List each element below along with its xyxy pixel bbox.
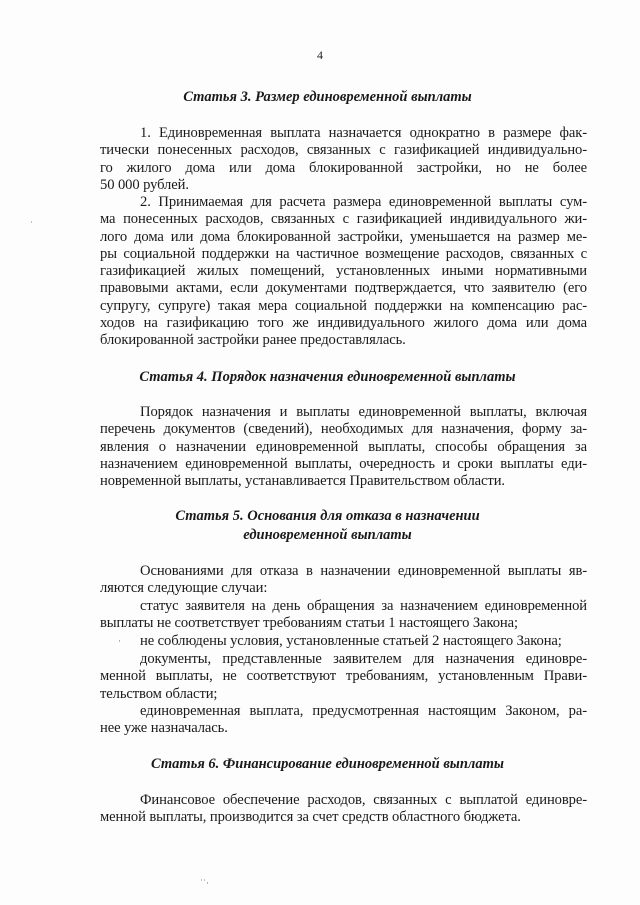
article-5-paragraph-1 [100,563,587,598]
paragraph-line: супругу, супруге) такая мера социальной поддержки на компенсацию рас- [100,297,587,314]
article-4-heading [60,368,595,387]
paragraph-line: менной выплаты, производится за счет средств областного бюджета. [100,809,521,826]
paragraph-line: статус заявителя на день обращения за назначением единовременной [140,598,587,614]
paragraph-line: блокированной застройки ранее предоставлялась. [100,332,406,349]
paragraph-line: правовыми актами, если документами подтверждается, что заявителю (его [100,280,587,297]
article-4-paragraph-1 [100,404,587,490]
article-4-heading-text: Статья 4. Порядок назначения единовременной выплаты [139,369,516,385]
scan-speck: ˙ [30,220,33,230]
paragraph-line: ма понесенных расходов, связанных с газификацией индивидуального жи- [100,211,587,228]
article-3-heading [60,88,595,107]
paragraph-line: 1. Единовременная выплата назначается однократно в размере фак- [140,125,587,141]
paragraph-line: лого дома или дома блокированной застройки, уменьшается на размер ме- [100,228,587,245]
paragraph-line: 50 000 рублей. [100,176,189,193]
article-5-item-1 [100,598,587,633]
paragraph-line: менной выплаты, не соответствуют требованиям, установленным Прави- [100,668,587,685]
paragraph-line: 2. Принимаемая для расчета размера единовременной выплаты сум- [140,194,587,210]
paragraph-line: ры социальной поддержки на частичное возмещение расходов, связанных с [100,245,587,262]
paragraph-line: документы, представленные заявителем для назначения единовре- [140,651,587,667]
paragraph-line: не соблюдены условия, установленные статьей 2 настоящего Закона; [140,633,562,649]
article-6-heading-text: Статья 6. Финансирование единовременной выплаты [151,756,504,772]
paragraph-line: ходов на газификацию того же индивидуального жилого дома или дома [100,315,587,332]
paragraph-line: явления о назначении единовременной выплаты, способы обращения за [100,438,587,455]
paragraph-line: назначением единовременной выплаты, очередность и сроки выплаты еди- [100,455,587,472]
paragraph-line: Основаниями для отказа в назначении единовременной выплаты яв- [140,563,587,579]
article-6-paragraph-1 [100,792,587,827]
paragraph-line: го жилого дома или дома блокированной застройки, но не более [100,159,587,176]
article-5-heading [60,507,595,545]
paragraph-line: выплаты не соответствует требованиям статьи 1 настоящего Закона; [100,615,518,632]
paragraph-line: Порядок назначения и выплаты единовременной выплаты, включая [140,404,587,420]
article-5-item-2 [100,633,587,650]
article-6-heading [60,755,595,774]
article-5-heading-line-2: единовременной выплаты [243,527,412,543]
article-5-item-4 [100,703,587,738]
paragraph-line: газификацией жилых помещений, установленных иными нормативными [100,263,587,280]
paragraph-line: новременной выплаты, устанавливается Правительством области. [100,473,505,490]
article-3-heading-text: Статья 3. Размер единовременной выплаты [183,89,472,105]
page-number: 4 [317,48,323,62]
article-5-heading-line-1: Статья 5. Основания для отказа в назначении [175,508,480,524]
paragraph-line: ляются следующие случаи: [100,580,268,597]
scan-speck: · [118,636,121,646]
article-3-paragraph-1 [100,125,587,194]
paragraph-line: единовременная выплата, предусмотренная настоящим Законом, ра- [140,703,587,719]
paragraph-line: тически понесенных расходов, связанных с газификацией индивидуально- [100,142,587,159]
paragraph-line: перечень документов (сведений), необходимых для назначения, форму за- [100,421,587,438]
article-5-item-3 [100,651,587,703]
scan-speck: ˙˙· [200,878,209,888]
paragraph-line: Финансовое обеспечение расходов, связанных с выплатой единовре- [140,792,587,808]
paragraph-line: нее уже назначалась. [100,720,228,737]
paragraph-line: тельством области; [100,685,218,702]
article-3-paragraph-2 [100,194,587,350]
